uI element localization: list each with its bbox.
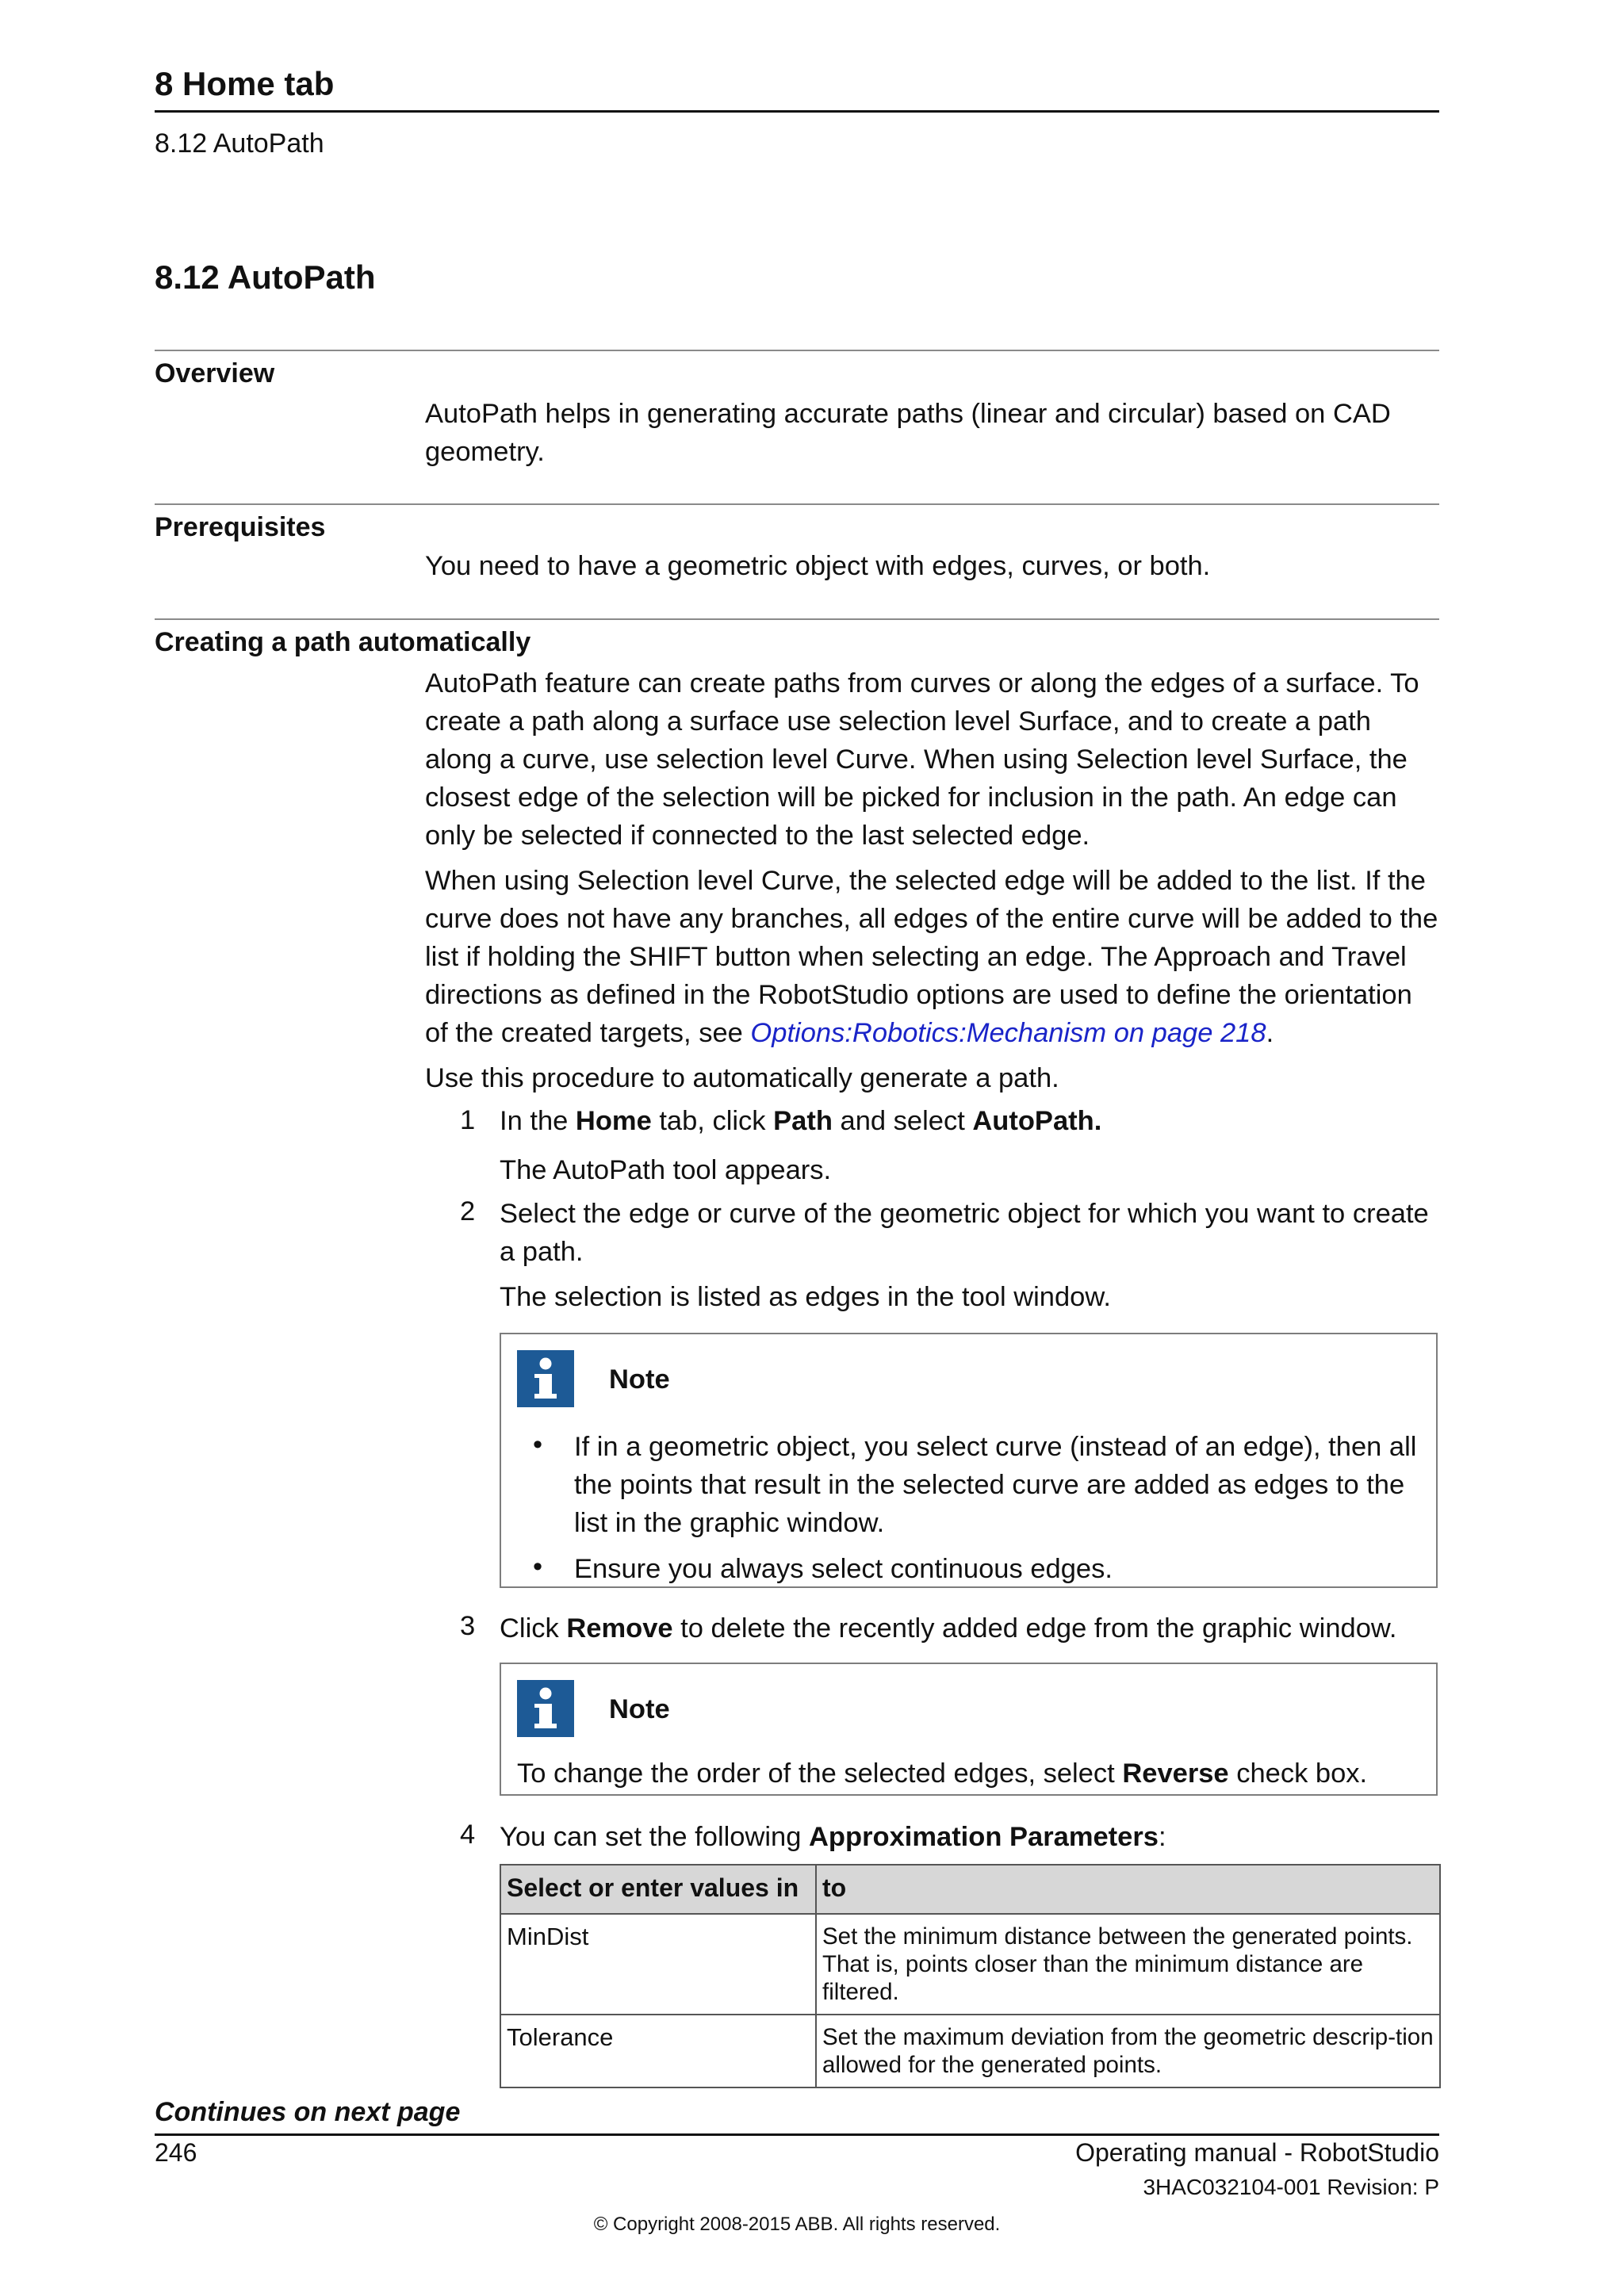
step-4-text: You can set the following Approximation Parameters: bbox=[500, 1822, 1166, 1852]
prerequisites-heading: Prerequisites bbox=[155, 512, 326, 542]
creating-para-2: When using Selection level Curve, the selected edge will be added to the list. If the curve does not have any branches, all edges of the entire curve will be added to the list if holding the SHIFT button when selecting an edge. The Approach and Travel directions as defined in the RobotStudio options are used to define the orientation of the created targets, see Options:Robotics:Mechanism on page 218. bbox=[425, 866, 1438, 1048]
info-icon bbox=[517, 1350, 574, 1407]
header-rule bbox=[155, 110, 1439, 113]
table-row bbox=[500, 1914, 1440, 2015]
bullet-dot: • bbox=[533, 1552, 543, 1582]
step-3-text: Click Remove to delete the recently added edge from the graphic window. bbox=[500, 1613, 1397, 1644]
table-cell-param: MinDist bbox=[500, 1914, 816, 2015]
creating-body bbox=[425, 664, 1439, 1097]
footer-rule bbox=[155, 2133, 1439, 2136]
section-title: 8.12 AutoPath bbox=[155, 258, 376, 296]
overview-heading: Overview bbox=[155, 358, 275, 388]
step-2-text: Select the edge or curve of the geometric object for which you want to create a path. bbox=[500, 1199, 1429, 1267]
continues-note: Continues on next page bbox=[155, 2097, 461, 2127]
bullet-dot: • bbox=[533, 1429, 543, 1460]
note-1-label: Note bbox=[609, 1364, 670, 1395]
step-2-number: 2 bbox=[460, 1196, 476, 1226]
note-box-2 bbox=[500, 1663, 1438, 1796]
overview-text: AutoPath helps in generating accurate paths (linear and circular) based on CAD geometry. bbox=[425, 399, 1391, 467]
note-1-bullet-2: Ensure you always select continuous edges. bbox=[574, 1554, 1113, 1584]
step-1-text: In the Home tab, click Path and select AutoPath. bbox=[500, 1106, 1102, 1136]
document-id: 3HAC032104-001 Revision: P bbox=[1143, 2175, 1439, 2199]
creating-para-1: AutoPath feature can create paths from curves or along the edges of a surface. To create a path along a surface use selection level Surface, and to create a path along a curve, use selection level Curve. When using Selection level Surface, the closest edge of the selection will be picked for inclusion in the path. An edge can only be selected if connected to the last selected edge. bbox=[425, 668, 1419, 851]
manual-title: Operating manual - RobotStudio bbox=[1075, 2138, 1439, 2167]
page-number: 246 bbox=[155, 2138, 197, 2167]
options-mechanism-link[interactable]: Options:Robotics:Mechanism on page 218 bbox=[750, 1018, 1266, 1048]
creating-heading: Creating a path automatically bbox=[155, 627, 531, 657]
prerequisites-divider bbox=[155, 503, 1439, 505]
prerequisites-text: You need to have a geometric object with edges, curves, or both. bbox=[425, 551, 1211, 581]
table-cell-description: Set the maximum deviation from the geometric descrip-tion allowed for the generated points. bbox=[816, 2015, 1440, 2087]
table-header-cell: Select or enter values in bbox=[500, 1865, 816, 1914]
step-1-result: The AutoPath tool appears. bbox=[500, 1155, 832, 1185]
table-cell-param: Tolerance bbox=[500, 2015, 816, 2087]
creating-divider bbox=[155, 618, 1439, 620]
copyright: © Copyright 2008-2015 ABB. All rights reserved. bbox=[593, 2214, 1001, 2235]
info-icon bbox=[517, 1680, 574, 1737]
table-cell-description: Set the minimum distance between the generated points. That is, points closer than the minimum distance are filtered. bbox=[816, 1914, 1440, 2015]
note-2-label: Note bbox=[609, 1694, 670, 1724]
note-box-1 bbox=[500, 1333, 1438, 1588]
note-2-text: To change the order of the selected edges, select Reverse check box. bbox=[517, 1758, 1368, 1789]
chapter-title: 8 Home tab bbox=[155, 65, 335, 102]
step-3-number: 3 bbox=[460, 1611, 476, 1641]
step-2-result: The selection is listed as edges in the tool window. bbox=[500, 1282, 1111, 1312]
note-1-bullet-1: If in a geometric object, you select curve (instead of an edge), then all the points that result in the selected curve are added as edges to the list in the graphic window. bbox=[574, 1432, 1417, 1538]
step-1-number: 1 bbox=[460, 1105, 476, 1135]
overview-divider bbox=[155, 350, 1439, 351]
running-section-ref: 8.12 AutoPath bbox=[155, 128, 324, 159]
step-4-number: 4 bbox=[460, 1820, 476, 1850]
approximation-parameters-table bbox=[500, 1864, 1441, 2088]
table-header-row bbox=[500, 1865, 1440, 1914]
creating-para-3: Use this procedure to automatically generate a path. bbox=[425, 1063, 1059, 1093]
table-header-cell: to bbox=[816, 1865, 1440, 1914]
table-row bbox=[500, 2015, 1440, 2087]
